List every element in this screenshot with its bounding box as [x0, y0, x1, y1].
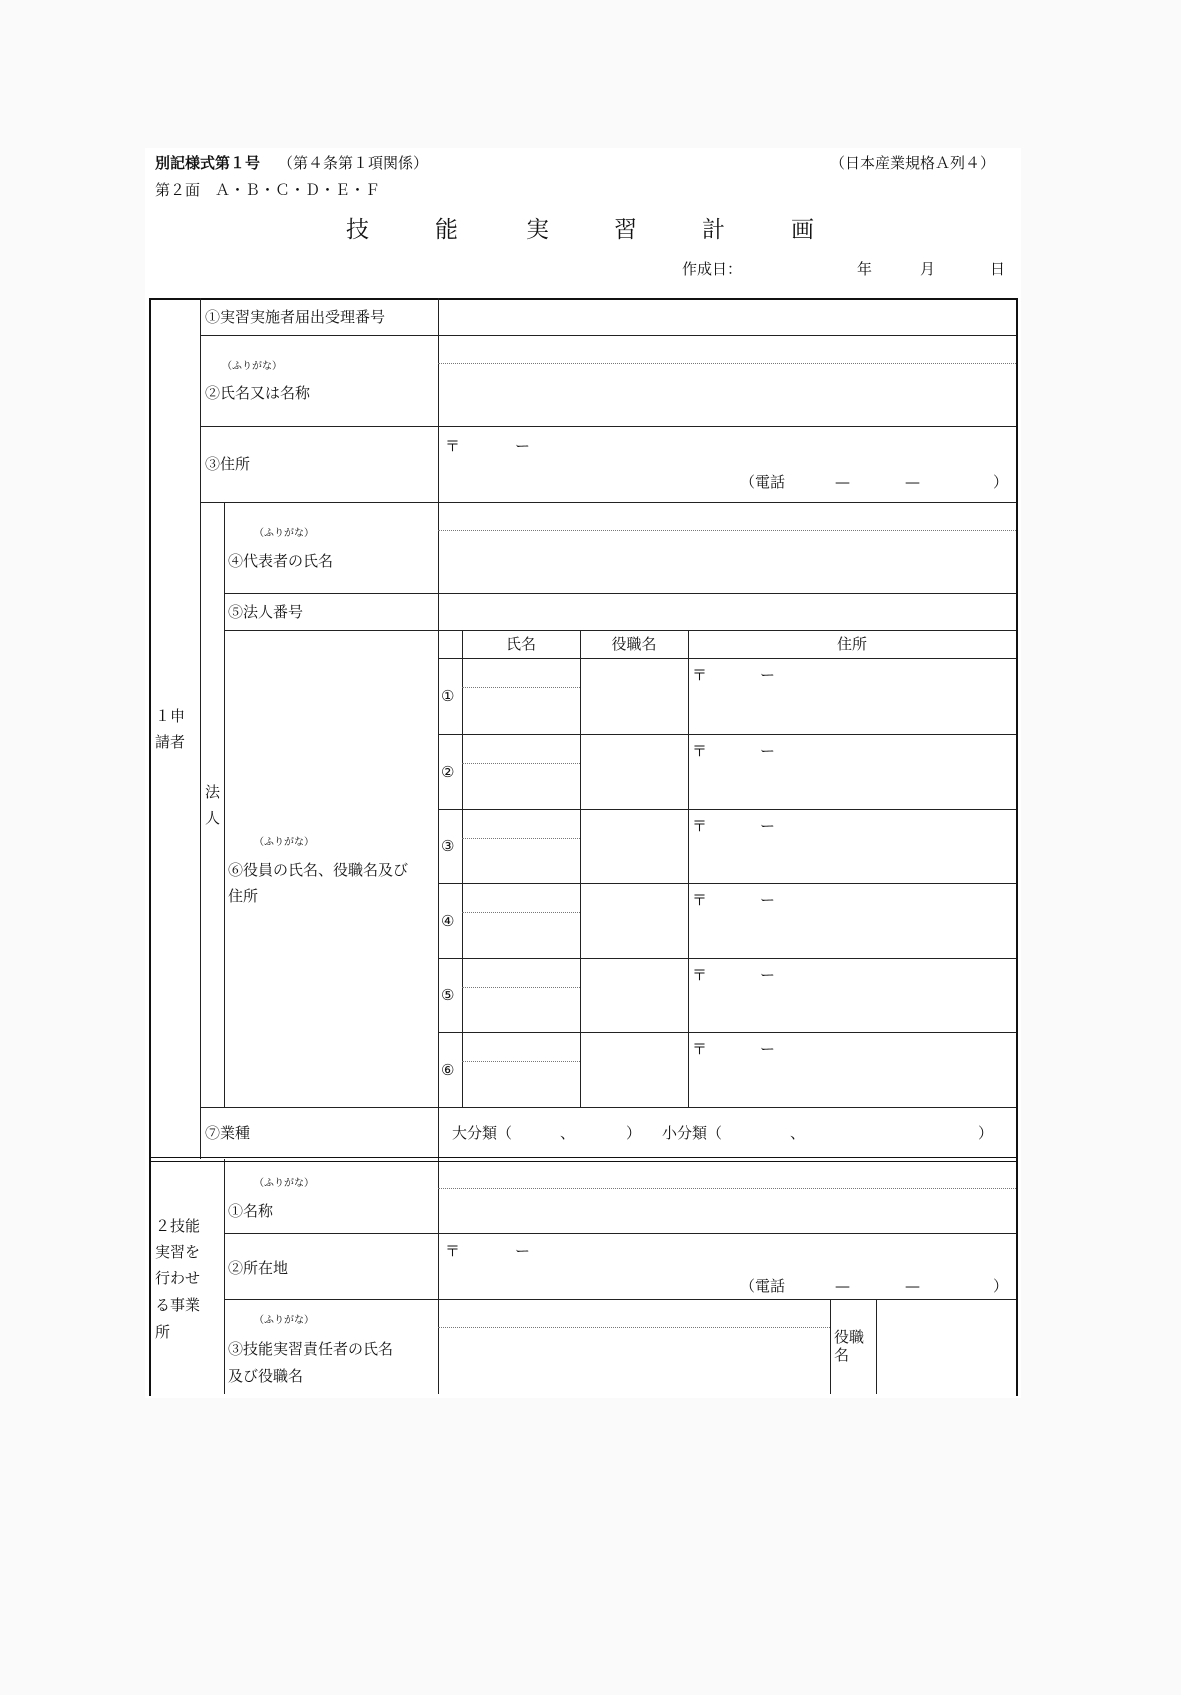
- officer-number: ④: [441, 911, 455, 930]
- postal-mark: 〒: [692, 966, 708, 984]
- officer-title-field[interactable]: [580, 658, 688, 734]
- day-label: 日: [990, 260, 1006, 278]
- section2-label: 実習を: [155, 1243, 201, 1261]
- corporation-label: 法: [205, 783, 221, 801]
- officer-address-field[interactable]: [688, 837, 1016, 883]
- furigana-label: （ふりがな）: [222, 361, 282, 372]
- divider: [224, 593, 1016, 594]
- name-field[interactable]: [440, 364, 1014, 424]
- comma: 、: [560, 1124, 576, 1142]
- section2-label: ２技能: [155, 1217, 201, 1235]
- divider: [224, 1299, 1016, 1300]
- postal-mark: 〒: [445, 437, 461, 455]
- paper-size: （日本産業規格Ａ列４）: [830, 154, 996, 172]
- address-label: ③住所: [205, 455, 251, 473]
- officer-number: ⑤: [441, 986, 455, 1004]
- divider: [224, 1233, 1016, 1234]
- month-label: 月: [920, 260, 936, 278]
- officer-title-field[interactable]: [580, 734, 688, 809]
- title-char: 計: [702, 217, 725, 243]
- section2-label: る事業: [155, 1296, 201, 1314]
- form-clause: （第４条第１項関係）: [278, 154, 429, 172]
- title-char: 習: [614, 217, 637, 243]
- section-divider: [149, 1157, 1016, 1162]
- furigana-label: （ふりがな）: [254, 1178, 314, 1189]
- postal-mark: 〒: [692, 891, 708, 909]
- officers-label: 住所: [228, 887, 259, 905]
- divider: [438, 298, 439, 1394]
- form-number: 別記様式第１号: [155, 154, 261, 172]
- divider: [224, 1159, 225, 1394]
- title-char: 実: [526, 217, 549, 243]
- name-label: ②氏名又は名称: [205, 384, 311, 402]
- officer-name-field[interactable]: [462, 1032, 580, 1107]
- major-class-label: 大分類（: [452, 1124, 513, 1142]
- corporate-number-label: ⑤法人番号: [228, 603, 304, 621]
- divider: [438, 530, 1016, 531]
- officer-address-field[interactable]: [688, 986, 1016, 1032]
- phone-dash: —: [835, 473, 850, 491]
- officer-address-field[interactable]: [688, 911, 1016, 958]
- furigana-label: （ふりがな）: [254, 837, 314, 848]
- phone-dash: —: [835, 1277, 850, 1295]
- divider: [830, 1299, 831, 1394]
- postal-dash: ー: [760, 817, 776, 835]
- close-paren: ）: [978, 1124, 994, 1142]
- phone-label: （電話: [740, 473, 786, 491]
- officer-address-field[interactable]: [688, 686, 1016, 734]
- receipt-number-field[interactable]: [438, 298, 1016, 335]
- officer-number: ①: [441, 687, 455, 705]
- postal-mark: 〒: [445, 1242, 461, 1260]
- officer-title-field[interactable]: [580, 809, 688, 883]
- comma: 、: [790, 1124, 806, 1142]
- site-location-label: ②所在地: [228, 1259, 289, 1277]
- divider: [200, 426, 1016, 427]
- postal-dash: ー: [760, 666, 776, 684]
- manager-label: 及び役職名: [228, 1367, 304, 1385]
- phone-close: ）: [993, 1277, 1009, 1295]
- representative-label: ④代表者の氏名: [228, 552, 334, 570]
- officer-title-field[interactable]: [580, 958, 688, 1032]
- manager-label: ③技能実習責任者の氏名: [228, 1340, 394, 1358]
- site-name-label: ①名称: [228, 1202, 274, 1220]
- phone-label: （電話: [740, 1277, 786, 1295]
- postal-dash: ー: [515, 437, 531, 455]
- officer-address-field[interactable]: [688, 762, 1016, 809]
- divider: [438, 1327, 830, 1328]
- phone-dash: —: [905, 1277, 920, 1295]
- phone-close: ）: [993, 473, 1009, 491]
- officer-name-field[interactable]: [462, 734, 580, 809]
- officer-title-header: 役職名: [611, 635, 657, 653]
- position-label: 名: [834, 1346, 850, 1364]
- postal-dash: ー: [515, 1242, 531, 1260]
- postal-mark: 〒: [692, 666, 708, 684]
- title-char: 能: [435, 217, 458, 243]
- position-label: 役職: [834, 1328, 865, 1346]
- year-label: 年: [857, 260, 873, 278]
- postal-dash: ー: [760, 1040, 776, 1058]
- corporation-label: 人: [205, 809, 221, 827]
- minor-class-label: 小分類（: [662, 1124, 723, 1142]
- officers-label: ⑥役員の氏名、役職名及び: [228, 861, 409, 879]
- officer-number: ②: [441, 762, 455, 781]
- postal-mark: 〒: [692, 817, 708, 835]
- title-char: 技: [346, 217, 369, 243]
- officer-name-field[interactable]: [462, 958, 580, 1032]
- title-char: 画: [791, 217, 814, 243]
- receipt-number-label: ①実習実施者届出受理番号: [205, 308, 386, 326]
- section1-label: 請者: [155, 733, 186, 751]
- divider: [200, 335, 1016, 336]
- officer-title-field[interactable]: [580, 1032, 688, 1107]
- section2-label: 所: [155, 1323, 171, 1341]
- divider: [200, 502, 1016, 503]
- section2-label: 行わせ: [155, 1269, 201, 1287]
- postal-mark: 〒: [692, 1040, 708, 1058]
- officer-name-field[interactable]: [462, 809, 580, 883]
- officer-number: ③: [441, 837, 455, 855]
- officer-title-field[interactable]: [580, 883, 688, 958]
- divider: [876, 1299, 877, 1394]
- industry-label: ⑦業種: [205, 1124, 251, 1142]
- postal-dash: ー: [760, 891, 776, 909]
- phone-dash: —: [905, 473, 920, 491]
- postal-dash: ー: [760, 966, 776, 984]
- postal-dash: ー: [760, 742, 776, 760]
- divider: [224, 630, 1016, 631]
- divider: [200, 298, 201, 1159]
- officer-name-field[interactable]: [462, 658, 580, 734]
- close-paren: ）: [626, 1124, 642, 1142]
- divider: [200, 1107, 1016, 1108]
- page-label: 第２面 Ａ・Ｂ・Ｃ・Ｄ・Ｅ・Ｆ: [155, 181, 381, 199]
- furigana-label: （ふりがな）: [254, 1315, 314, 1326]
- divider: [438, 1188, 1016, 1189]
- officer-name-field[interactable]: [462, 883, 580, 958]
- section1-label: １申: [155, 707, 186, 725]
- furigana-label: （ふりがな）: [254, 528, 314, 539]
- created-date-label: 作成日：: [682, 260, 743, 278]
- officer-address-field[interactable]: [688, 1060, 1016, 1107]
- officer-number: ⑥: [441, 1060, 455, 1079]
- postal-mark: 〒: [692, 742, 708, 760]
- officer-address-header: 住所: [836, 635, 867, 653]
- officer-name-header: 氏名: [505, 635, 536, 653]
